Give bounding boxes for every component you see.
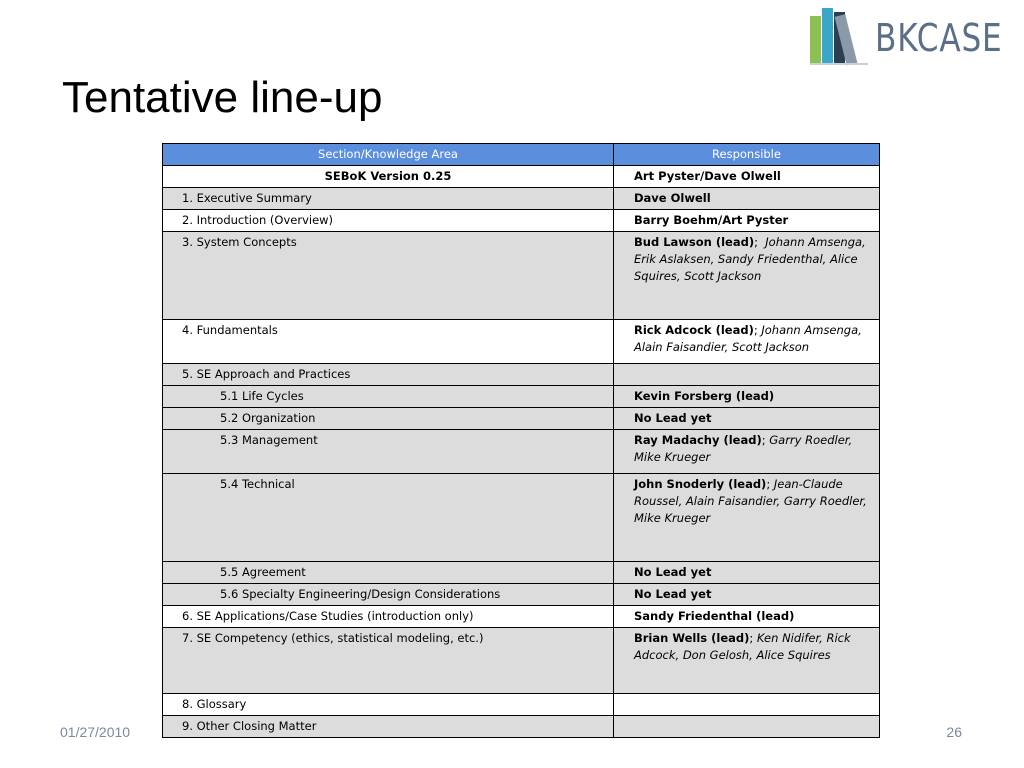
table-row bbox=[163, 232, 880, 320]
section-cell: 4. Fundamentals bbox=[163, 320, 614, 364]
contributor-names: Ken Nidifer, Rick Adcock, Don Gelosh, Alice Squires bbox=[634, 631, 851, 662]
section-cell: 1. Executive Summary bbox=[163, 188, 614, 210]
lead-name: Sandy Friedenthal (lead) bbox=[634, 609, 795, 623]
contributor-names: Johann Amsenga, Alain Faisandier, Scott Jackson bbox=[634, 323, 862, 354]
section-cell: 3. System Concepts bbox=[163, 232, 614, 320]
table-row bbox=[163, 408, 880, 430]
responsible-cell bbox=[614, 386, 880, 408]
table-row bbox=[163, 430, 880, 474]
lead-name: Bud Lawson (lead) bbox=[634, 235, 755, 249]
section-cell: 8. Glossary bbox=[163, 694, 614, 716]
table-row bbox=[163, 694, 880, 716]
responsible-cell bbox=[614, 188, 880, 210]
contributor-names: Garry Roedler, Mike Krueger bbox=[634, 433, 853, 464]
section-cell: 5.2 Organization bbox=[163, 408, 614, 430]
lead-name: Ray Madachy (lead) bbox=[634, 433, 762, 447]
header-section: Section/Knowledge Area bbox=[163, 144, 614, 166]
table-header-row bbox=[163, 144, 880, 166]
responsible-cell bbox=[614, 210, 880, 232]
bkcase-logo bbox=[808, 6, 1008, 66]
lead-name: No Lead yet bbox=[634, 411, 712, 425]
lead-name: No Lead yet bbox=[634, 587, 712, 601]
responsible-cell bbox=[614, 166, 880, 188]
responsible-cell bbox=[614, 408, 880, 430]
table-row bbox=[163, 562, 880, 584]
lead-name: Dave Olwell bbox=[634, 191, 711, 205]
section-cell: 5.6 Specialty Engineering/Design Considerations bbox=[163, 584, 614, 606]
lineup-table bbox=[162, 143, 880, 738]
responsible-cell: John Snoderly (lead); Jean-Claude Roussel, Alain Faisandier, Garry Roedler, Mike Krueger bbox=[614, 474, 880, 562]
table-row bbox=[163, 188, 880, 210]
table-row bbox=[163, 364, 880, 386]
page-title: Tentative line-up bbox=[62, 73, 383, 122]
responsible-cell bbox=[614, 584, 880, 606]
responsible-cell bbox=[614, 694, 880, 716]
responsible-cell: Ray Madachy (lead); Garry Roedler, Mike Krueger bbox=[614, 430, 880, 474]
table-row bbox=[163, 606, 880, 628]
section-cell: 5.3 Management bbox=[163, 430, 614, 474]
lead-name: No Lead yet bbox=[634, 565, 712, 579]
responsible-cell: Brian Wells (lead); Ken Nidifer, Rick Adcock, Don Gelosh, Alice Squires bbox=[614, 628, 880, 694]
responsible-cell: Bud Lawson (lead); Johann Amsenga, Erik Aslaksen, Sandy Friedenthal, Alice Squires, Scott Jackson bbox=[614, 232, 880, 320]
contributor-names: Johann Amsenga, Erik Aslaksen, Sandy Friedenthal, Alice Squires, Scott Jackson bbox=[634, 235, 866, 283]
lead-name: Barry Boehm/Art Pyster bbox=[634, 213, 789, 227]
lead-name: Art Pyster/Dave Olwell bbox=[634, 169, 781, 183]
lead-name: Kevin Forsberg (lead) bbox=[634, 389, 775, 403]
section-cell: 9. Other Closing Matter bbox=[163, 716, 614, 738]
table-row bbox=[163, 584, 880, 606]
responsible-cell bbox=[614, 716, 880, 738]
section-cell: 2. Introduction (Overview) bbox=[163, 210, 614, 232]
header-responsible: Responsible bbox=[614, 144, 880, 166]
responsible-cell: Rick Adcock (lead); Johann Amsenga, Alain Faisandier, Scott Jackson bbox=[614, 320, 880, 364]
contributor-names: Jean-Claude Roussel, Alain Faisandier, Garry Roedler, Mike Krueger bbox=[634, 477, 867, 525]
table-row bbox=[163, 474, 880, 562]
section-cell: 5.4 Technical bbox=[163, 474, 614, 562]
section-cell: 5.1 Life Cycles bbox=[163, 386, 614, 408]
table-row bbox=[163, 716, 880, 738]
responsible-cell bbox=[614, 606, 880, 628]
table-row bbox=[163, 210, 880, 232]
section-cell: 5.5 Agreement bbox=[163, 562, 614, 584]
logo-text: BKCASE bbox=[875, 16, 1003, 60]
lead-name: John Snoderly (lead) bbox=[634, 477, 767, 491]
lead-name: Rick Adcock (lead) bbox=[634, 323, 754, 337]
books-icon bbox=[808, 6, 870, 66]
lead-name: Brian Wells (lead) bbox=[634, 631, 750, 645]
responsible-cell bbox=[614, 364, 880, 386]
section-cell: 5. SE Approach and Practices bbox=[163, 364, 614, 386]
table-row bbox=[163, 628, 880, 694]
responsible-cell bbox=[614, 562, 880, 584]
section-cell: 7. SE Competency (ethics, statistical modeling, etc.) bbox=[163, 628, 614, 694]
table-row bbox=[163, 320, 880, 364]
section-cell: SEBoK Version 0.25 bbox=[163, 166, 614, 188]
footer-date: 01/27/2010 bbox=[60, 724, 131, 740]
slide-number: 26 bbox=[946, 724, 962, 740]
section-cell: 6. SE Applications/Case Studies (introduction only) bbox=[163, 606, 614, 628]
table-row bbox=[163, 166, 880, 188]
table-row bbox=[163, 386, 880, 408]
